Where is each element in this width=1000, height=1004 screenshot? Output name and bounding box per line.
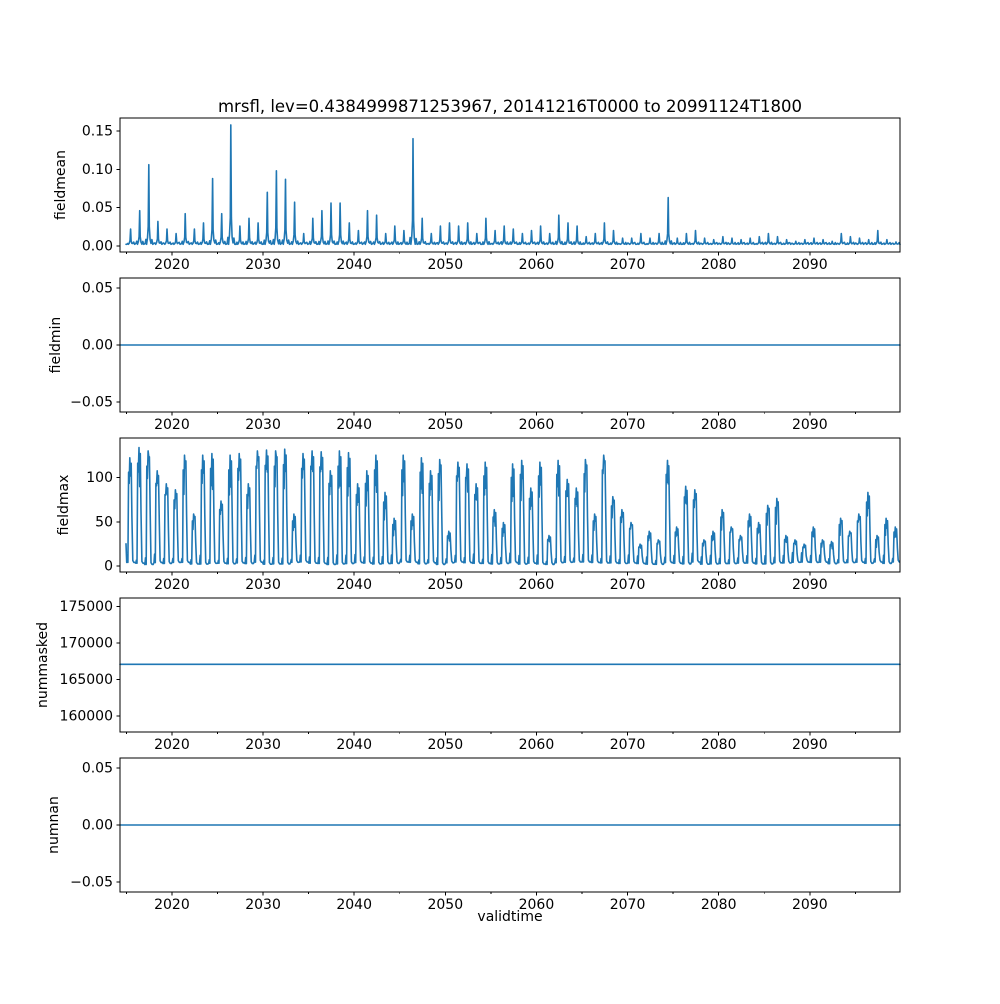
x-tick-label: 2040 [336,257,373,273]
subplot-nummasked [35,598,900,753]
x-tick-label: 2030 [245,897,281,913]
x-tick-label: 2060 [518,577,555,593]
x-tick-label: 2020 [154,417,190,433]
y-tick-label: 160000 [59,708,113,725]
x-tick-label: 2050 [427,737,464,753]
x-tick-label: 2080 [700,257,737,273]
x-tick-label: 2030 [245,257,281,273]
x-tick-label: 2030 [245,737,281,753]
y-tick-label: 100 [86,470,113,487]
axes-frame [120,118,900,252]
y-tick-label: 170000 [59,635,113,652]
y-axis-label-fieldmax: fieldmax [56,474,72,536]
x-tick-label: 2040 [336,737,373,753]
x-tick-label: 2090 [791,417,828,433]
x-tick-label: 2030 [245,417,281,433]
x-tick-label: 2060 [518,417,555,433]
x-tick-label: 2020 [154,577,190,593]
y-axis-label-fieldmin: fieldmin [48,316,64,374]
x-tick-label: 2070 [609,737,646,753]
x-tick-label: 2070 [609,577,646,593]
x-tick-label: 2060 [518,257,555,273]
y-tick-label: −0.05 [70,874,113,891]
y-tick-label: 0.15 [81,123,113,140]
y-tick-label: 0.00 [81,817,113,834]
x-axis-label: validtime [477,909,543,925]
subplot-fieldmin [48,278,900,433]
x-tick-label: 2040 [336,417,373,433]
y-tick-label: 165000 [59,672,113,689]
x-tick-label: 2040 [336,577,373,593]
x-tick-label: 2060 [518,897,555,913]
y-tick-label: −0.05 [70,394,113,411]
y-axis-label-nummasked: nummasked [35,621,51,709]
figure-title: mrsfl, lev=0.4384999871253967, 20141216T0000 to 20991124T1800 [217,97,803,116]
y-tick-label: 0.05 [81,760,113,777]
x-tick-label: 2070 [609,257,646,273]
x-tick-label: 2020 [154,897,190,913]
subplot-numnan [46,758,900,913]
y-tick-label: 0.10 [81,161,113,178]
y-tick-label: 0.00 [81,337,113,354]
y-tick-label: 50 [95,514,113,531]
x-tick-label: 2090 [791,897,828,913]
x-tick-label: 2020 [154,257,190,273]
x-tick-label: 2050 [427,897,464,913]
y-axis-label-numnan: numnan [46,796,62,854]
x-tick-label: 2070 [609,897,646,913]
y-tick-label: 0.00 [81,238,113,255]
x-tick-label: 2080 [700,417,737,433]
x-tick-label: 2050 [427,257,464,273]
x-tick-label: 2050 [427,417,464,433]
x-tick-label: 2090 [791,577,828,593]
x-tick-label: 2070 [609,417,646,433]
x-tick-label: 2020 [154,737,190,753]
x-tick-label: 2090 [791,737,828,753]
subplot-fieldmean [53,118,900,273]
y-axis-label-fieldmean: fieldmean [53,150,69,220]
x-tick-label: 2040 [336,897,373,913]
x-tick-label: 2080 [700,737,737,753]
subplot-fieldmax [56,438,900,593]
fieldmax-line [126,448,899,565]
fieldmean-line [126,125,900,244]
x-tick-label: 2090 [791,257,828,273]
x-tick-label: 2060 [518,737,555,753]
x-tick-label: 2050 [427,577,464,593]
y-tick-label: 0 [104,558,113,575]
x-tick-label: 2080 [700,897,737,913]
x-tick-label: 2080 [700,577,737,593]
y-tick-label: 175000 [59,599,113,616]
y-tick-label: 0.05 [81,280,113,297]
y-tick-label: 0.05 [81,200,113,217]
x-tick-label: 2030 [245,577,281,593]
